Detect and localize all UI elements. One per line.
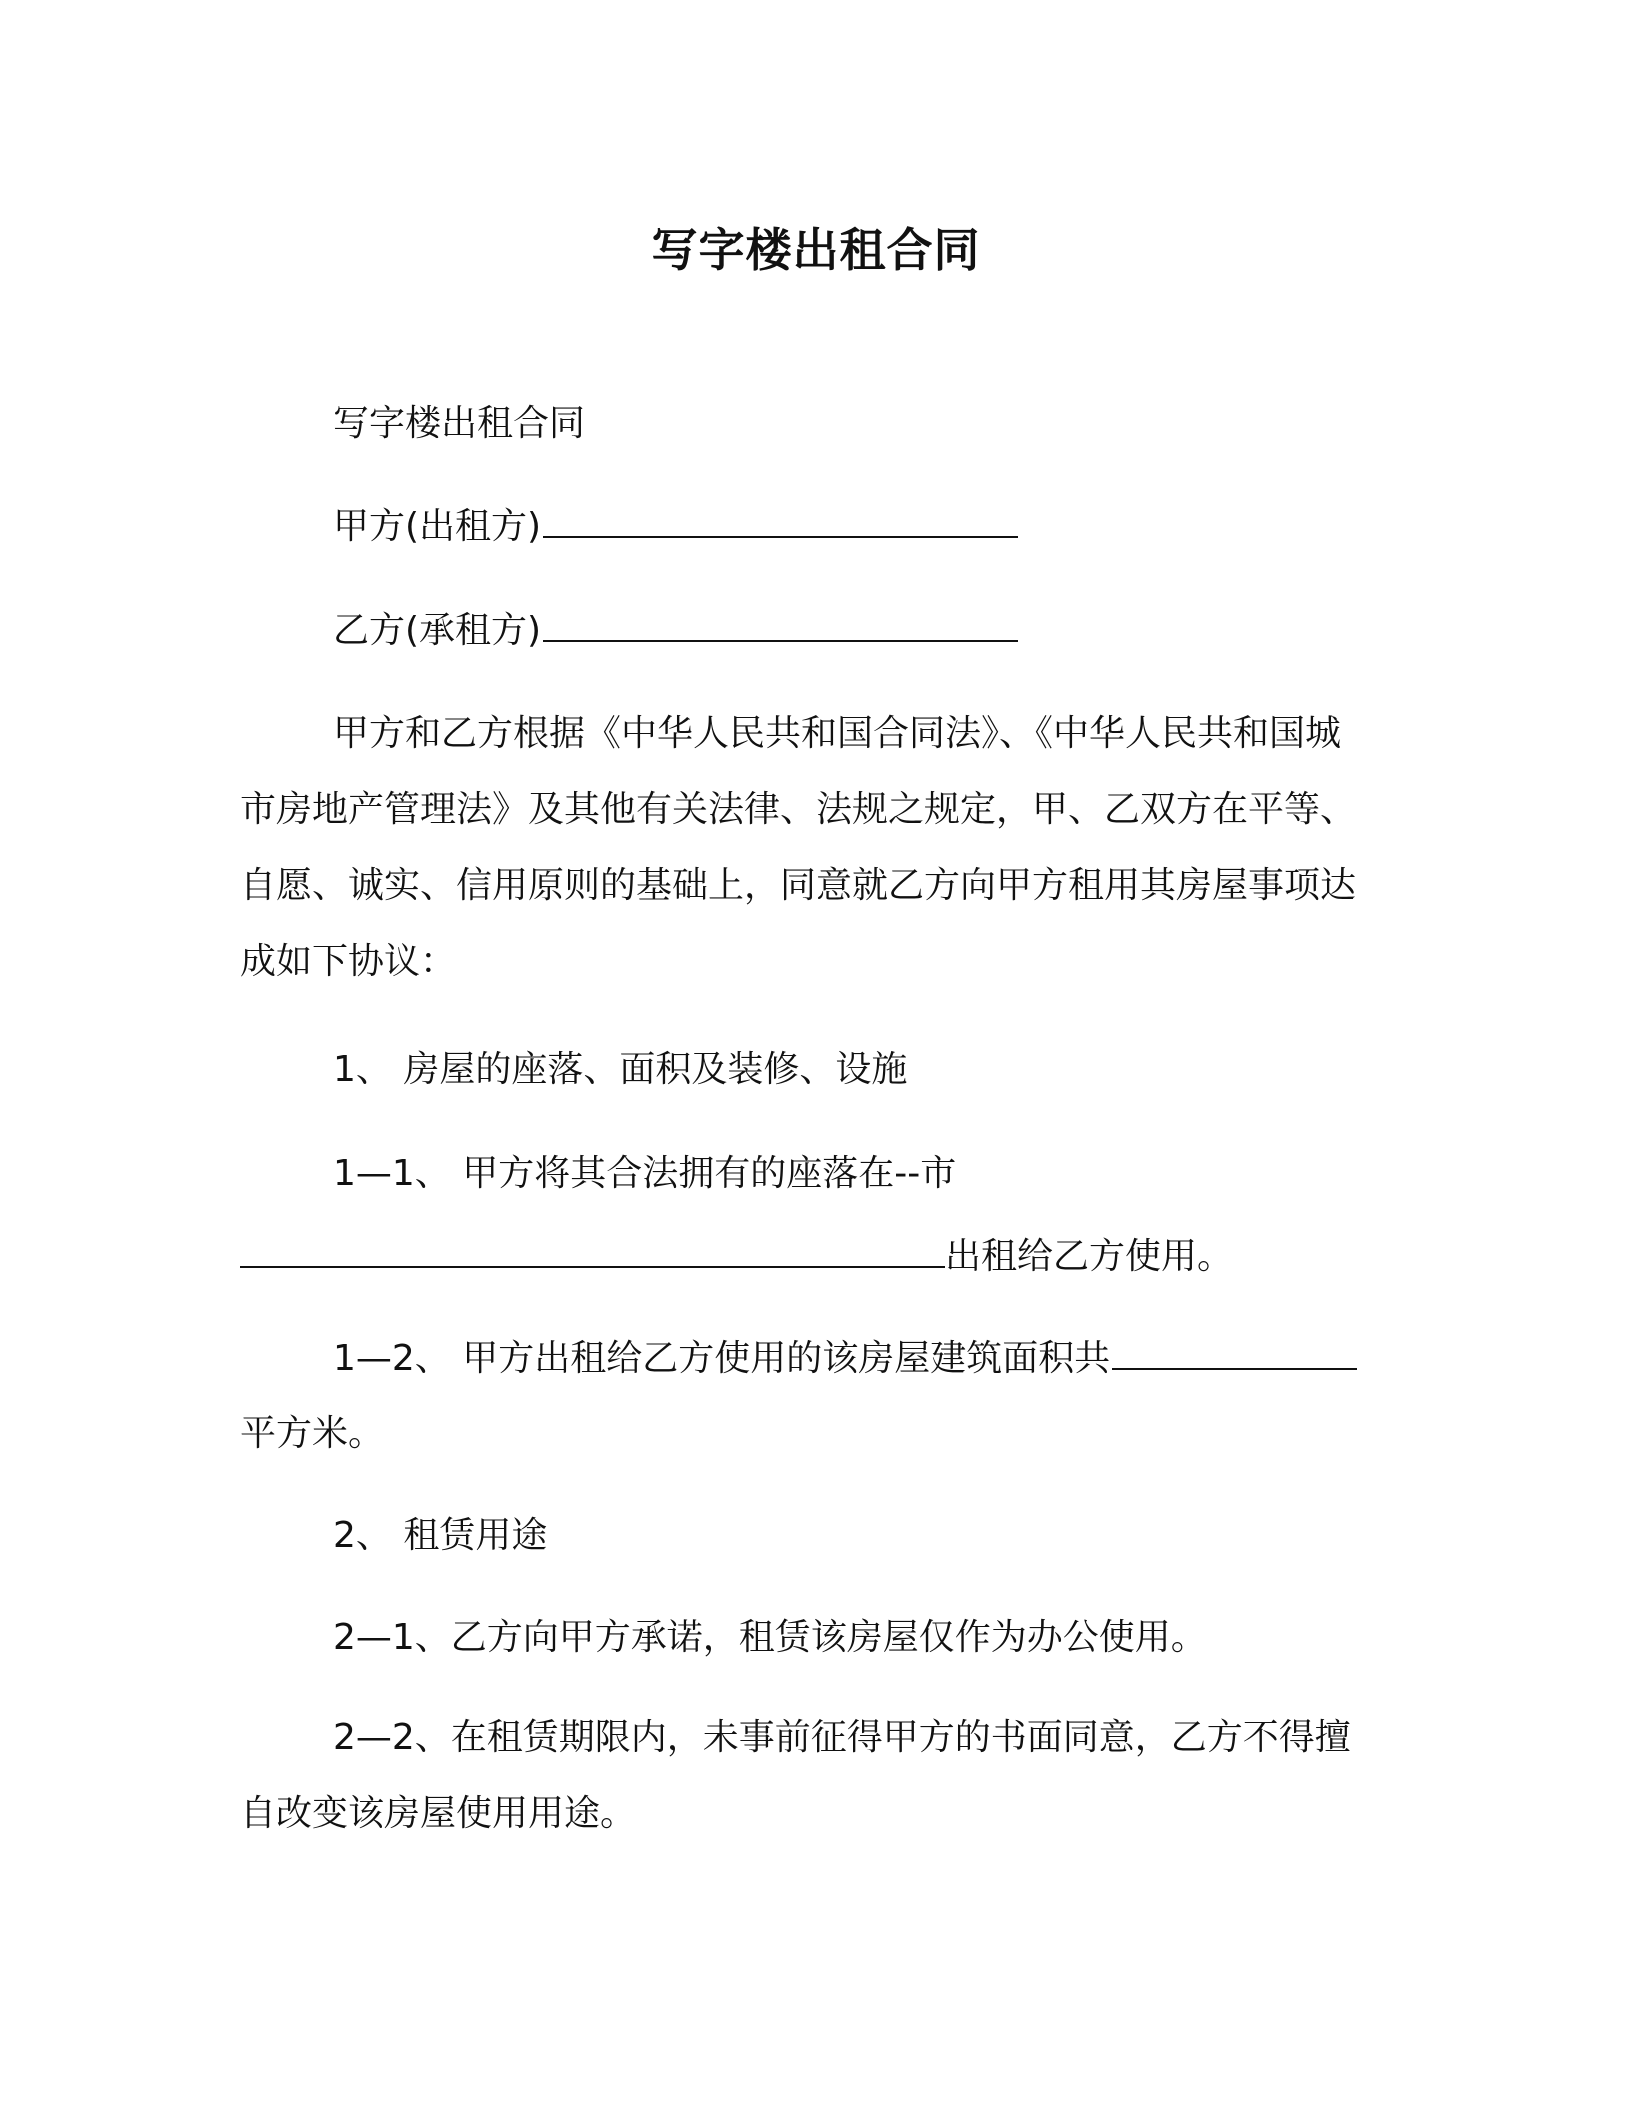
clause-1-1-tail: 出租给乙方使用。 [945,1236,1234,1277]
section-1-heading: 1、 房屋的座落、面积及装修、设施 [333,1049,908,1090]
area-blank [1112,1334,1357,1370]
clause-1-1-second-line [240,1232,1233,1281]
party-a-line [333,502,1018,551]
document-title: 写字楼出租合同 [651,223,981,277]
clause-1-2-first-line [333,1334,1357,1383]
clause-2-2: 2—2、在租赁期限内，未事前征得甲方的书面同意，乙方不得擅自改变该房屋使用用途。 [240,1717,1351,1834]
party-a-blank [543,502,1018,538]
party-a-label: 甲方(出租方) [333,506,542,547]
clause-1-2-second-line: 平方米。 [240,1413,385,1454]
clause-2-1: 2—1、乙方向甲方承诺，租赁该房屋仅作为办公使用。 [333,1617,1207,1658]
clause-1-2-text: 1—2、 甲方出租给乙方使用的该房屋建筑面积共 [333,1338,1111,1379]
address-blank [240,1232,945,1268]
party-b-label: 乙方(承租方) [333,610,542,651]
party-b-blank [543,606,1018,642]
preamble-paragraph: 甲方和乙方根据《中华人民共和国合同法》、《中华人民共和国城市房地产管理法》及其他有关法律、法规之规定，甲、乙双方在平等、自愿、诚实、信用原则的基础上，同意就乙方向甲方租用其房屋事项达成如下协议： [240,713,1357,982]
section-2-heading: 2、 租赁用途 [333,1515,548,1556]
document-subtitle: 写字楼出租合同 [333,403,586,444]
clause-1-1-first-line: 1—1、 甲方将其合法拥有的座落在--市 [333,1153,957,1194]
party-b-line [333,606,1018,655]
